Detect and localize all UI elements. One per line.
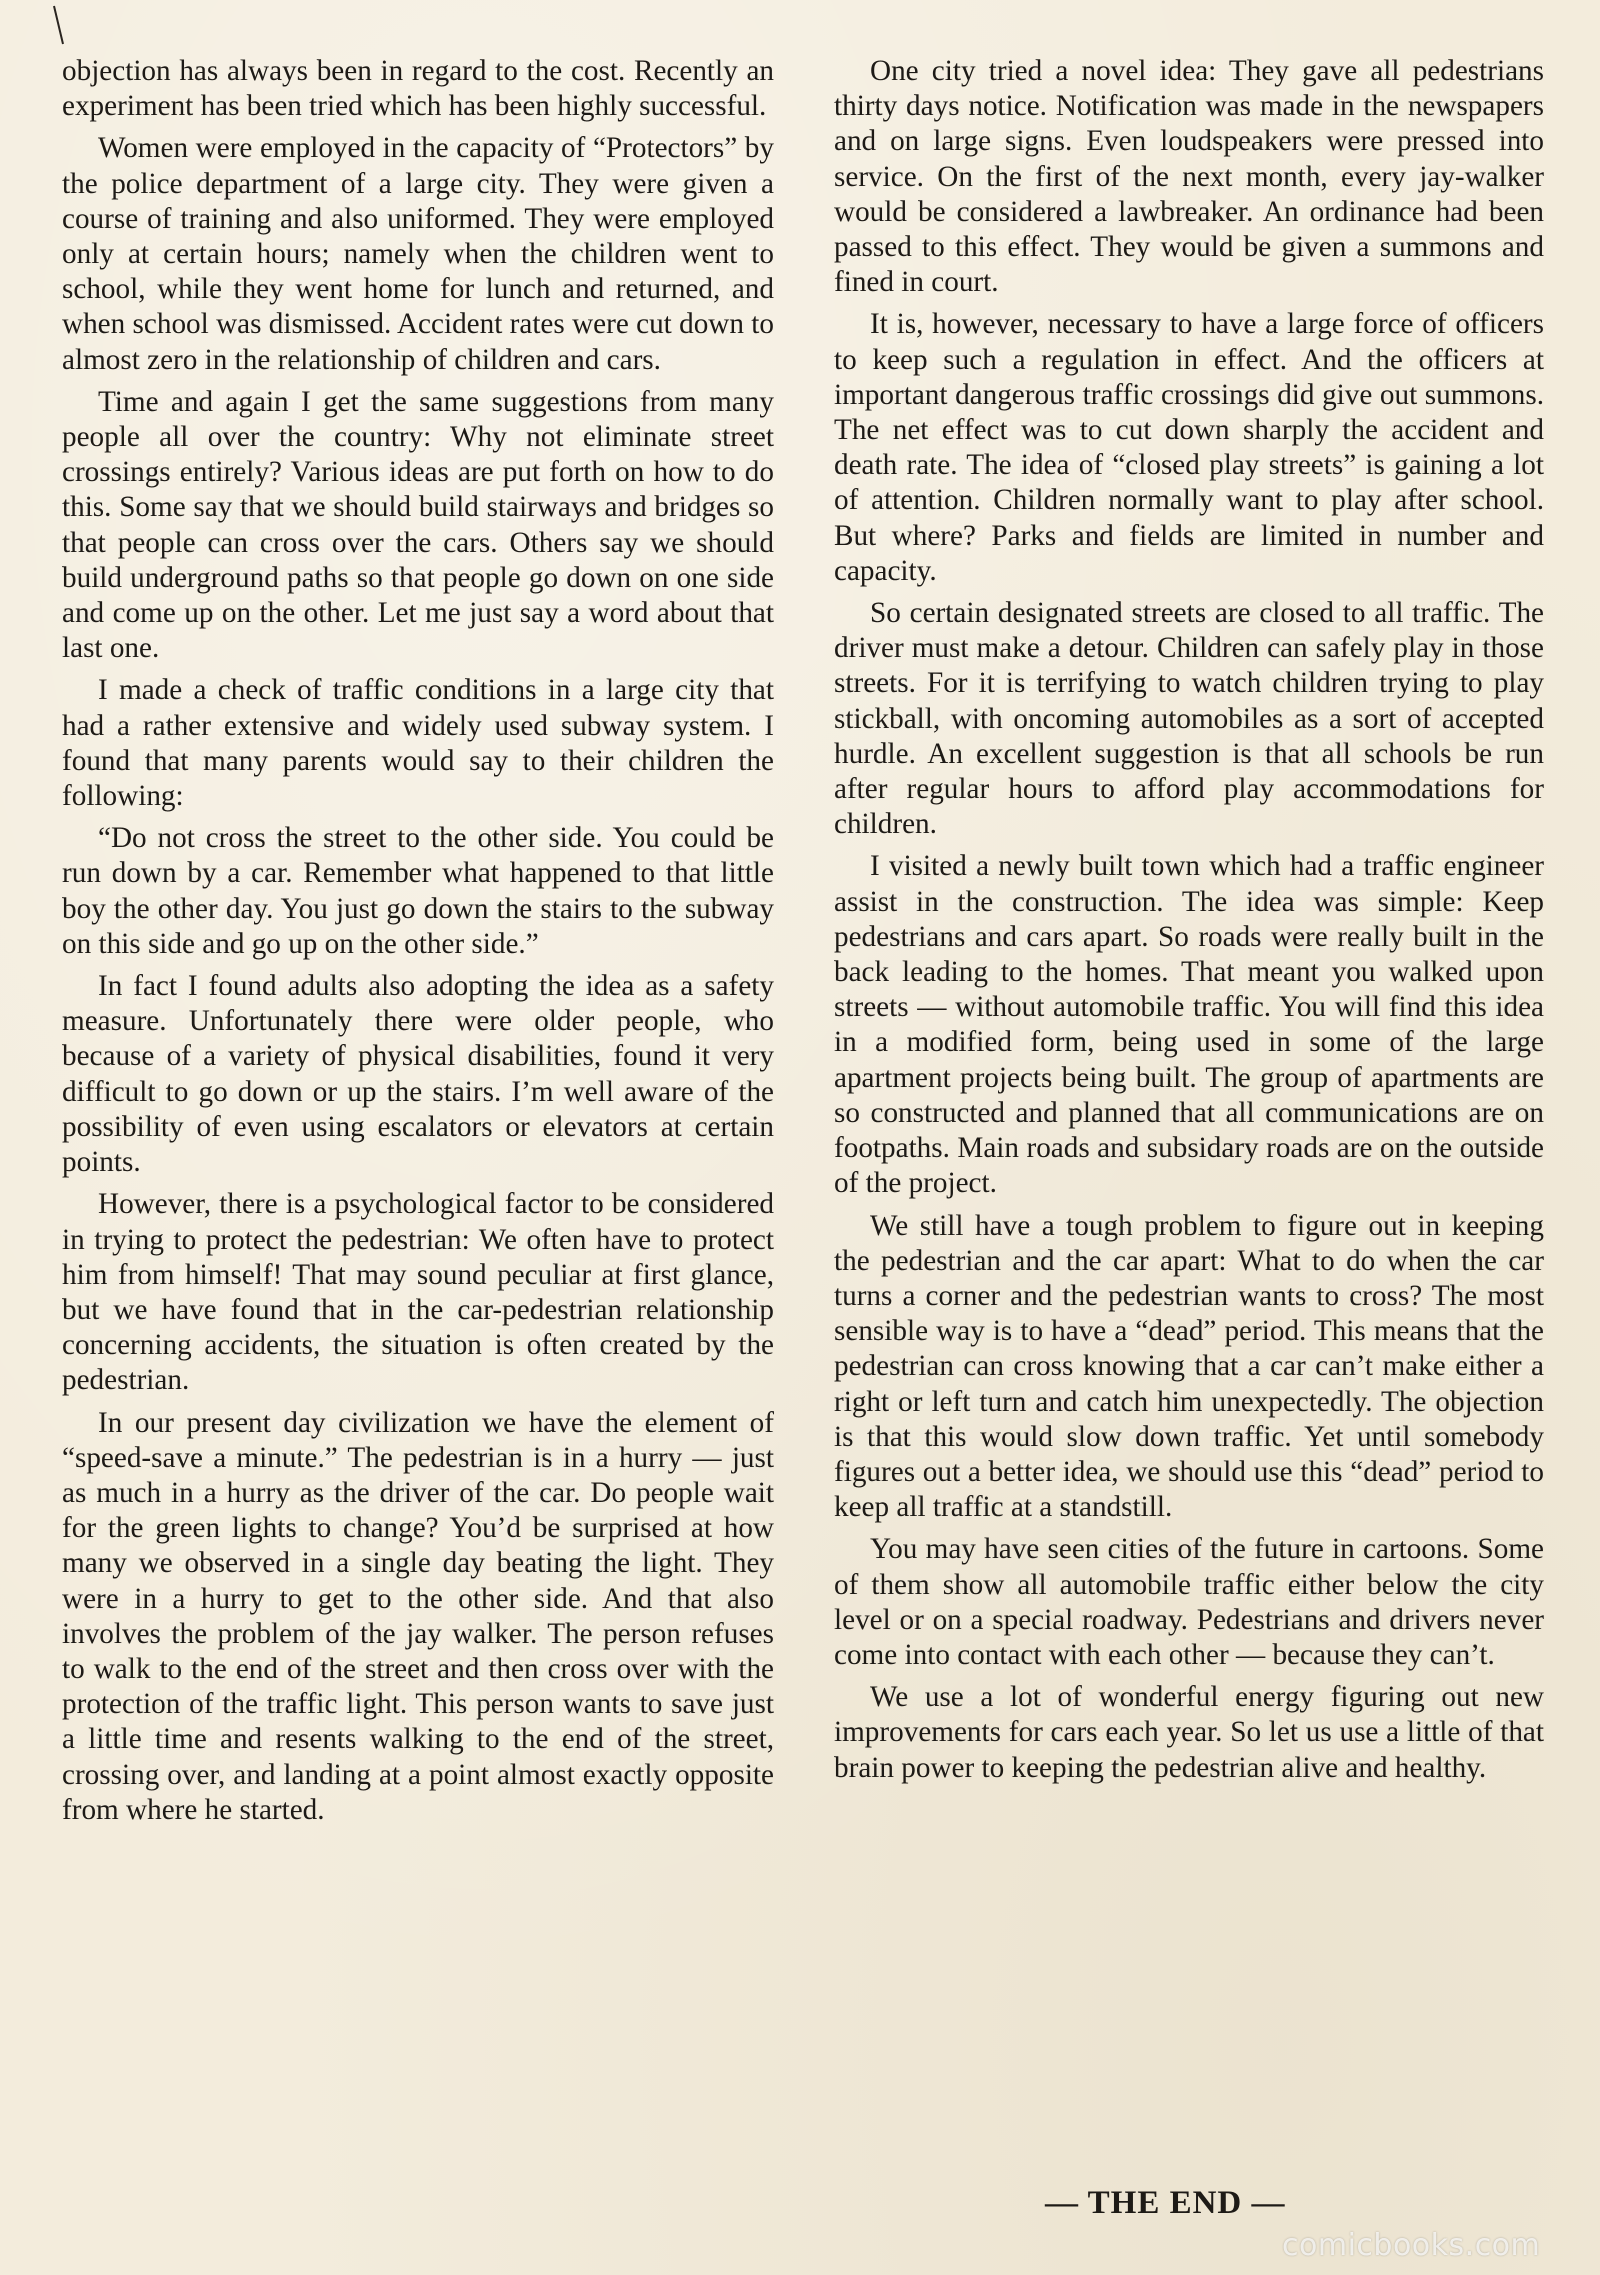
paragraph: In fact I found adults also adopting the idea as a safety measure. Unfortunately there were older people, who because of a variety of physical disabilities, found it very difficult to go down or up the stairs. I’m well aware of the possibility of even using escalators or elevators at certain points. [62,970,774,1179]
paragraph: One city tried a novel idea: They gave all pedestrians thirty days notice. Notification was made in the newspapers and on large signs. Even loudspeakers were pressed into service. On the first of the next month, every jay-walker would be considered a lawbreaker. An ordinance had been passed to this effect. They would be given a summons and fined in court. [834,55,1544,299]
right-column [834,54,1544,1793]
paragraph: We use a lot of wonderful energy figuring out new improvements for cars each year. So let us use a little of that brain power to keeping the pedestrian alive and healthy. [834,1681,1544,1784]
paragraph: Time and again I get the same suggestions from many people all over the country: Why not eliminate street crossings entirely? Various ideas are put forth on how to do this. Some say that we should build stairways and bridges so that people can cross over the cars. Others say we should build underground paths so that people go down on one side and come up on the other. Let me just say a word about that last one. [62,385,774,665]
paragraph: We still have a tough problem to figure out in keeping the pedestrian and the car apart: What to do when the car turns a corner and the pedestrian wants to cross? The most sensible way is to have a “dead” period. This means that the pedestrian can cross knowing that a car can’t make either a right or left turn and catch him unexpectedly. The objection is that this would slow down traffic. Yet until somebody figures out a better idea, we should use this “dead” period to keep all traffic at a standstill. [834,1209,1544,1524]
paragraph: It is, however, necessary to have a large force of officers to keep such a regulation in effect. And the officers at important dangerous traffic crossings did give out summons. The net effect was to cut down sharply the accident and death rate. The idea of “closed play streets” is gaining a lot of attention. Children normally want to play after school. But where? Parks and fields are limited in number and capacity. [834,308,1544,587]
paragraph: You may have seen cities of the future in cartoons. Some of them show all automobile traffic either below the city level or on a special roadway. Pedestrians and drivers never come into contact with each other — because they can’t. [834,1533,1544,1671]
paragraph: I visited a newly built town which had a traffic engineer assist in the construction. The idea was simple: Keep pedestrians and cars apart. So roads were really built in the back leading to the homes. That meant you walked upon streets — without automobile traffic. You will find this idea in a modified form, being used in some of the large apartment projects being built. The group of apartments are so constructed and planned that all communications are on footpaths. Main roads and subsidary roads are on the outside of the project. [834,850,1544,1200]
the-end-mark: — THE END — [1045,2185,1286,2221]
paragraph: I made a check of traffic conditions in a large city that had a rather extensive and widely used subway system. I found that many parents would say to their children the following: [62,674,774,813]
paragraph: objection has always been in regard to the cost. Recently an experiment has been tried which has been highly successful. [62,55,774,123]
pen-stroke-mark [52,4,66,48]
paragraph: So certain designated streets are closed to all traffic. The driver must make a detour. Children can safely play in those streets. For it is terrifying to watch children trying to play stickball, with oncoming automobiles as a sort of accepted hurdle. An excellent suggestion is that all schools be run after regular hours to afford play accommodations for children. [834,597,1544,841]
left-column [62,54,774,1835]
site-watermark: comicbooks.com [1282,2228,1541,2263]
paragraph: In our present day civilization we have the element of “speed-save a minute.” The pedestrian is in a hurry — just as much in a hurry as the driver of the car. Do people wait for the green lights to change? You’d be surprised at how many we observed in a single day beating the light. They were in a hurry to get to the other side. And that also involves the problem of the jay walker. The person refuses to walk to the end of the street and then cross over with the protection of the traffic light. This person wants to save just a little time and resents walking to the end of the street, crossing over, and landing at a point almost exactly opposite from where he started. [62,1406,774,1826]
paragraph: However, there is a psychological factor to be considered in trying to protect the pedestrian: We often have to protect him from himself! That may sound peculiar at first glance, but we have found that in the car-pedestrian relationship concerning accidents, the situation is often created by the pedestrian. [62,1188,774,1397]
paragraph: “Do not cross the street to the other side. You could be run down by a car. Remember what happened to that little boy the other day. You just go down the stairs to the subway on this side and go up on the other side.” [62,822,774,960]
paragraph: Women were employed in the capacity of “Protectors” by the police department of a large city. They were given a course of training and also uniformed. They were employed only at certain hours; namely when the children went to school, while they went home for lunch and returned, and when school was dismissed. Accident rates were cut down to almost zero in the relationship of children and cars. [62,132,774,376]
